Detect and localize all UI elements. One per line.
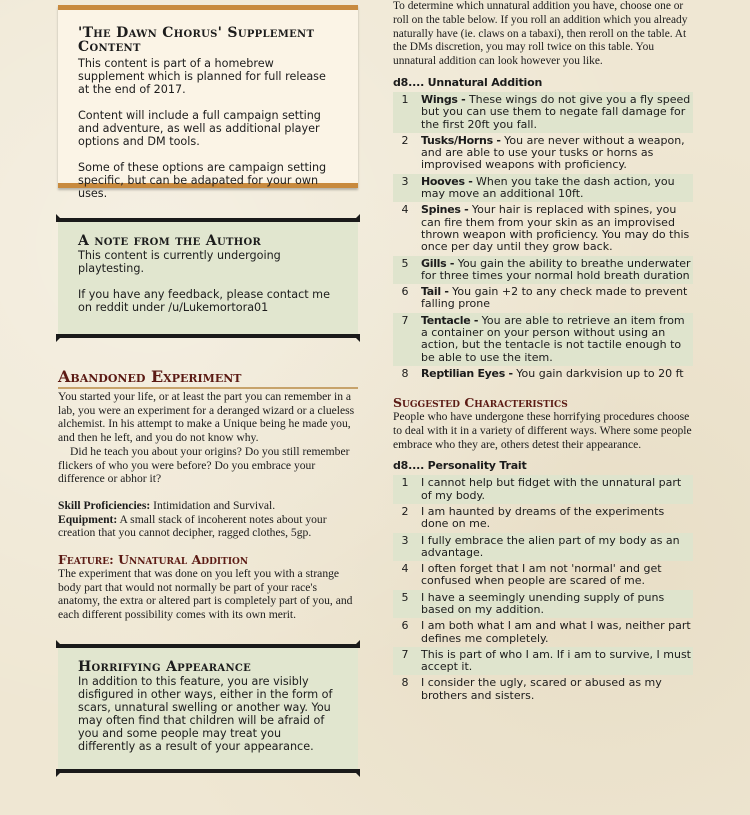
supplement-note-box: [58, 5, 358, 200]
row-description: These wings do not give you a fly speed but you can use them to negate fall damage for the first 20ft you fall.: [421, 92, 691, 131]
row-number: 2: [401, 504, 409, 518]
row-text: I consider the ugly, scared or abused as my brothers and sisters.: [421, 676, 662, 702]
right-column: [393, 0, 693, 704]
table-row: [393, 647, 693, 676]
row-name: Tentacle -: [421, 313, 479, 327]
supplement-note-title: 'The Dawn Chorus' Supplement Content: [78, 25, 315, 55]
row-name: Spines -: [421, 203, 469, 217]
row-text: [415, 258, 693, 283]
table-row: [393, 533, 693, 562]
feature-text: The experiment that was done on you left you with a strange body part that would not normally be part of your race's anatomy, the extra or altered part is completely part of you, and each different possibility comes with its own merit.: [58, 567, 353, 622]
table-row: [393, 133, 693, 174]
row-text: I often forget that I am not 'normal' and get confused when people are scared of me.: [421, 562, 662, 588]
table-row: [393, 590, 693, 619]
box-top-border: [56, 218, 360, 222]
row-number: 1: [401, 476, 409, 490]
background-body: [58, 390, 360, 622]
row-description: You gain darkvision up to 20 ft: [516, 366, 684, 380]
equipment: [58, 513, 360, 540]
background-paragraph: Did he teach you about your origins? Do you still remember flickers of who you were before? Do you embrace your difference or abhor it?: [58, 444, 350, 486]
addition-intro: To determine which unnatural addition you have, choose one or roll on the table below. If you roll an addition which you already naturally have (ie. claws on a tabaxi), then reroll on the table. At the DMs discretion, you may roll twice on this table. You unnatural addition can look however you like.: [393, 0, 688, 68]
skill-proficiencies-value: Intimidation and Survival.: [153, 498, 276, 512]
table-row: [393, 202, 693, 255]
equipment-label: Equipment:: [58, 512, 118, 526]
supplement-note-paragraph: Content will include a full campaign setting and adventure, as well as additional player options and DM tools.: [78, 109, 321, 148]
background-title: Abandoned Experiment: [58, 368, 358, 389]
addition-table: [393, 92, 693, 382]
row-description: When you take the dash action, you may move an additional 10ft.: [421, 174, 675, 201]
row-description: You are able to retrieve an item from a container on your person without using an action, but the tentacle is not tactile enough to be able to use the item.: [421, 313, 685, 364]
row-text: [415, 204, 693, 253]
row-text: [415, 176, 693, 201]
row-number: 3: [401, 174, 409, 188]
row-name: Tusks/Horns -: [421, 133, 501, 147]
table-row: [393, 313, 693, 366]
row-number: 6: [401, 619, 409, 633]
author-note-paragraph: This content is currently undergoing playtesting.: [78, 249, 281, 275]
table-row: [393, 675, 693, 704]
row-name: Reptilian Eyes -: [421, 366, 513, 380]
row-number: 7: [401, 647, 409, 661]
row-description: You gain the ability to breathe underwater for three times your normal hold breath duration: [421, 256, 691, 282]
table-row: [393, 618, 693, 647]
row-text: This is part of who I am. If i am to survive, I must accept it.: [421, 647, 691, 674]
author-note-paragraph: If you have any feedback, please contact me on reddit under /u/Lukemortora01: [78, 288, 330, 314]
row-number: 8: [401, 366, 409, 380]
author-note-title: A note from the Author: [78, 233, 262, 249]
trait-table: [393, 475, 693, 704]
row-text: I cannot help but fidget with the unnatural part of my body.: [421, 476, 682, 502]
row-text: [415, 315, 693, 364]
author-note-box: [58, 222, 358, 334]
row-description: Your hair is replaced with spines, you can fire them from your skin as an improvised thrown weapon with proficiency. You may do this once per day until they grow back.: [421, 203, 690, 254]
box-bottom-border: [56, 334, 360, 338]
characteristics-title: Suggested Characteristics: [393, 395, 568, 411]
row-text: [415, 94, 693, 131]
feature-title: Feature: Unnatural Addition: [58, 552, 249, 568]
supplement-note-paragraph: Some of these options are campaign setting specific, but can be adapated for your own uses.: [78, 161, 327, 200]
row-text: [415, 368, 693, 380]
trait-table-header: d8.... Personality Trait: [393, 459, 527, 473]
table-row: [393, 92, 693, 133]
supplement-note-paragraph: This content is part of a homebrew supplement which is planned for full release at the end of 2017.: [78, 57, 326, 96]
row-description: You gain +2 to any check made to prevent falling prone: [421, 285, 688, 311]
box-bottom-border: [56, 769, 360, 773]
row-text: [415, 135, 693, 172]
skill-proficiencies-label: Skill Proficiencies:: [58, 498, 151, 512]
row-number: 7: [401, 313, 409, 327]
row-number: 6: [401, 285, 409, 299]
row-text: I have a seemingly unending supply of puns based on my addition.: [421, 590, 665, 616]
row-name: Hooves -: [421, 174, 473, 188]
background-paragraph: You started your life, or at least the part you can remember in a lab, you were an experiment for a deranged wizard or a clueless alchemist. In his attempt to make a Unique being he made you, and then he left, and you do not know why.: [58, 390, 355, 445]
row-number: 4: [401, 562, 409, 576]
table-row: [393, 475, 693, 504]
appearance-note-box: [58, 648, 358, 769]
table-row: [393, 284, 693, 313]
appearance-note-title: Horrifying Appearance: [78, 659, 252, 675]
row-text: I fully embrace the alien part of my body as an advantage.: [421, 533, 680, 559]
row-number: 5: [401, 590, 409, 604]
row-name: Gills -: [421, 256, 455, 270]
row-name: Tail -: [421, 285, 449, 299]
table-row: [393, 504, 693, 533]
row-number: 5: [401, 256, 409, 270]
box-top-border: [56, 644, 360, 648]
row-text: I am haunted by dreams of the experiments done on me.: [421, 504, 665, 531]
table-row: [393, 174, 693, 203]
row-number: 1: [401, 92, 409, 106]
row-number: 4: [401, 203, 409, 217]
skill-proficiencies: [58, 499, 360, 513]
characteristics-text: People who have undergone these horrifying procedures choose to deal with it in a variety of different ways. Where some people embrace who they are, others detest their appearance.: [393, 410, 692, 451]
table-row: [393, 561, 693, 590]
appearance-note-text: In addition to this feature, you are visibly disfigured in other ways, either in the form of scars, unnatural swelling or another way. You may often find that children will be afraid of you and some people may treat you differently as a result of your appearance.: [78, 675, 333, 753]
row-number: 2: [401, 133, 409, 147]
row-name: Wings -: [421, 92, 466, 106]
equipment-value: A small stack of incoherent notes about your creation that you cannot decipher, ragged clothes, 5gp.: [58, 512, 327, 540]
row-text: [415, 286, 693, 311]
row-text: I am both what I am and what I was, neither part defines me completely.: [421, 619, 691, 645]
row-number: 8: [401, 676, 409, 690]
row-number: 3: [401, 533, 409, 547]
addition-table-header: d8.... Unnatural Addition: [393, 75, 543, 89]
table-row: [393, 366, 693, 382]
table-row: [393, 256, 693, 285]
row-description: You are never without a weapon, and are able to use your tusks or horns as improvised weapons with proficiency.: [421, 133, 685, 172]
